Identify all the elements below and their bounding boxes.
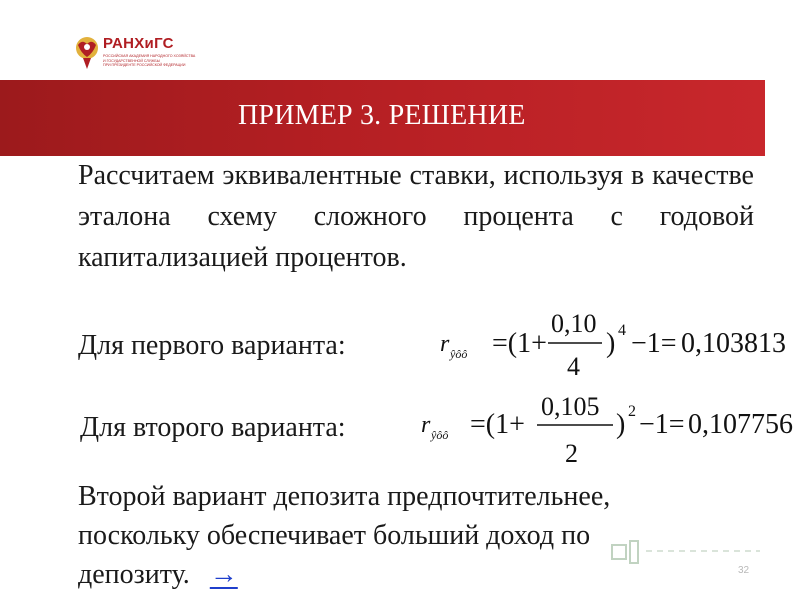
formula-close: ): [606, 328, 616, 359]
logo-name: РАНХиГС: [103, 35, 174, 52]
logo-tagline: [103, 54, 195, 68]
formula-numerator: 0,105: [541, 392, 600, 421]
formula-close: ): [616, 409, 626, 440]
logo-tagline-line: РОССИЙСКАЯ АКАДЕМИЯ НАРОДНОГО ХОЗЯЙСТВА: [103, 54, 196, 58]
formula-result: 0,107756: [688, 409, 793, 440]
formula-power: 4: [618, 322, 626, 339]
logo-tagline-line: ПРИ ПРЕЗИДЕНТЕ РОССИЙСКОЙ ФЕДЕРАЦИИ: [103, 63, 186, 68]
next-slide-link[interactable]: →: [209, 559, 238, 590]
variant-1-label: Для первого варианта:: [78, 330, 346, 361]
formula-denominator: 4: [567, 352, 580, 380]
formula-variant-1: [430, 305, 800, 380]
formula-subscript: ŷôô: [431, 428, 449, 442]
conclusion-line: депозиту.: [78, 559, 190, 590]
eagle-emblem-icon: [74, 35, 100, 71]
formula-var: r: [440, 331, 450, 357]
slide-title: ПРИМЕР 3. РЕШЕНИЕ: [238, 100, 526, 131]
formula-numerator: 0,10: [551, 309, 597, 338]
conclusion-line: поскольку обеспечивает больший доход по: [78, 520, 591, 551]
page-number: 32: [738, 565, 750, 576]
formula-minus-one: −1=: [631, 328, 677, 359]
variant-2-label: Для второго варианта:: [80, 412, 346, 443]
formula-denominator: 2: [565, 439, 578, 468]
formula-power: 2: [628, 403, 636, 420]
ranepa-logo: [74, 35, 194, 85]
formula-variant-2: [417, 390, 800, 470]
formula-var: r: [421, 412, 431, 438]
conclusion-line: Второй вариант депозита предпочтительнее,: [78, 481, 611, 512]
formula-open: =(1+: [492, 328, 547, 359]
intro-paragraph: Рассчитаем эквивалентные ставки, используя в качестве эталона схему сложного процента с годовой капитализацией процентов.: [78, 160, 754, 273]
logo-tagline-line: И ГОСУДАРСТВЕННОЙ СЛУЖБЫ: [103, 58, 160, 63]
formula-open: =(1+: [470, 409, 525, 440]
formula-minus-one: −1=: [639, 409, 685, 440]
formula-result: 0,103813: [681, 328, 786, 359]
formula-subscript: ŷôô: [450, 347, 468, 361]
